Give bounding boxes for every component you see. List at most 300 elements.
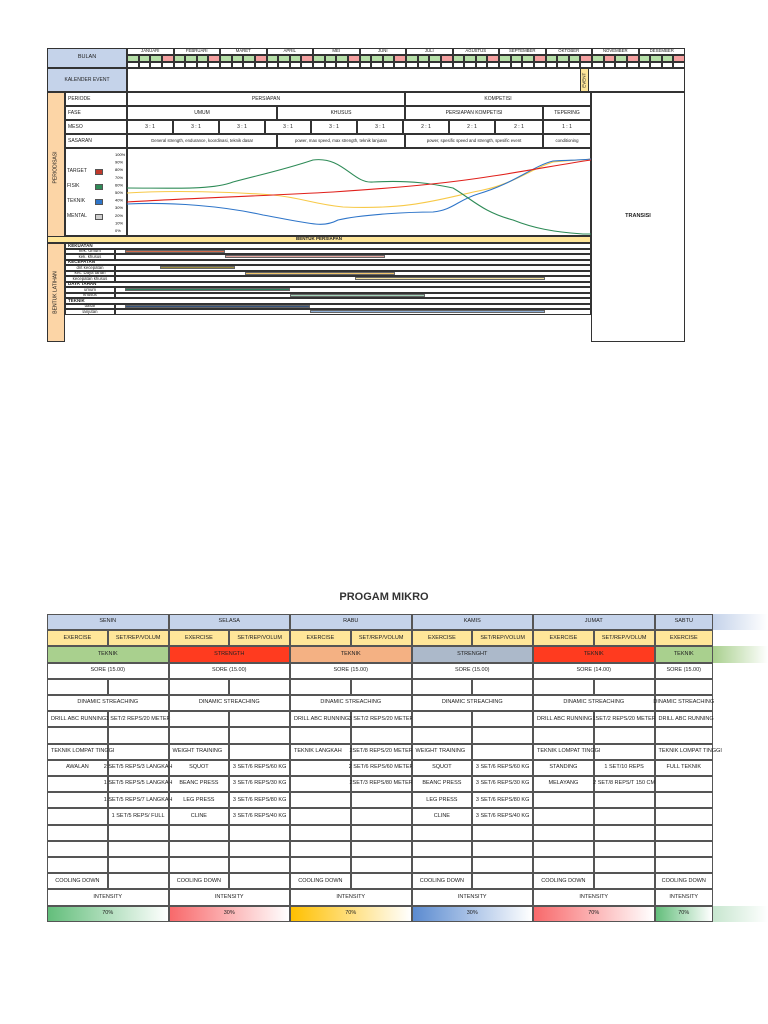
day-header: KAMIS (412, 614, 534, 630)
setrep-cell: 3 SET/6 REPS/60 KG (472, 760, 533, 776)
exercise-header: EXERCISE (169, 630, 230, 646)
month-name: DESEMBER (639, 48, 686, 55)
exercise-header: EXERCISE (655, 630, 714, 646)
legend-swatch (95, 199, 103, 205)
intensity-value: 30% (169, 906, 291, 922)
week-cell (150, 55, 162, 62)
exercise-cell (290, 857, 351, 873)
setrep-cell: 1SET/2 REPS/20 METER (594, 711, 655, 727)
focus-cell: TEKNIK (655, 646, 714, 662)
percent-tick: 50% (115, 190, 124, 195)
exercise-cell: LEG PRESS (412, 792, 473, 808)
focus-cell: TEKNIK (47, 646, 169, 662)
setrep-cell (229, 744, 290, 760)
week-cell (185, 55, 197, 62)
latihan-bar (355, 277, 545, 280)
intensity-label: INTENSITY (47, 889, 169, 905)
week-cell (557, 55, 569, 62)
meso-cell: 3 : 1 (265, 120, 311, 134)
week-cell (371, 55, 383, 62)
week-cell (243, 55, 255, 62)
intensity-label: INTENSITY (412, 889, 534, 905)
percent-tick: 80% (115, 167, 124, 173)
exercise-cell: DRILL ABC RUNNING (47, 711, 108, 727)
meso-cell: 3 : 1 (127, 120, 173, 134)
month-name: NOVEMBER (592, 48, 639, 55)
exercise-cell: STANDING (533, 760, 594, 776)
latihan-group-title: KEKUATAN (65, 243, 591, 249)
month-name: MEI (313, 48, 360, 55)
sabtu-intensity-overflow (713, 906, 768, 922)
exercise-cell (47, 727, 108, 743)
exercise-cell (290, 727, 351, 743)
week-cell (441, 55, 453, 62)
week-cell (406, 55, 418, 62)
exercise-cell (47, 776, 108, 792)
exercise-cell: WEIGHT TRAINING (169, 744, 230, 760)
percent-tick: 10% (115, 220, 124, 226)
transisi-cell: TRANSISI (591, 92, 685, 342)
week-cell (499, 55, 511, 62)
periodisasi-chart (113, 148, 591, 236)
latihan-item: kec. Daya tahan (65, 271, 115, 277)
month-name: OKTOBER (546, 48, 593, 55)
setrep-cell (594, 841, 655, 857)
exercise-cell: DRILL ABC RUNNING (290, 711, 351, 727)
latihan-bar (225, 255, 385, 258)
setrep-cell: 1 SET/10 REPS (594, 760, 655, 776)
week-cell (627, 55, 639, 62)
blank-cell (290, 679, 351, 695)
month-header (127, 48, 685, 68)
latihan-bar (125, 250, 225, 253)
cooldown-cell: COOLING DOWN (47, 873, 108, 889)
setrep-cell (594, 857, 655, 873)
exercise-header: EXERCISE (290, 630, 351, 646)
setrep-cell: 3 SET/6 REPS/30 KG (229, 776, 290, 792)
exercise-cell (655, 727, 714, 743)
blank-cell (472, 873, 533, 889)
week-cell (162, 55, 174, 62)
blank-cell (351, 873, 412, 889)
week-cell (127, 55, 139, 62)
week-cell (290, 55, 302, 62)
exercise-cell: FULL TEKNIK (655, 760, 714, 776)
exercise-cell: CLINE (412, 808, 473, 824)
sabtu-header-overflow (713, 614, 768, 630)
exercise-cell (169, 825, 230, 841)
exercise-cell: TEKNIK LOMPAT TINGGI (47, 744, 108, 760)
latihan-group-title: TEKNIK (65, 298, 591, 304)
event-label: EVENT (581, 72, 587, 88)
day-header: SELASA (169, 614, 291, 630)
percent-tick: 40% (115, 197, 124, 203)
setrep-cell (108, 841, 169, 857)
setrep-cell (472, 711, 533, 727)
exercise-cell: WEIGHT TRAINING (412, 744, 473, 760)
fase-tepering: TEPERING (543, 106, 591, 120)
cooldown-cell: COOLING DOWN (412, 873, 473, 889)
setrep-cell: 3 SET/6 REPS/40 KG (472, 808, 533, 824)
exercise-cell (290, 760, 351, 776)
setrep-cell (229, 825, 290, 841)
exercise-cell (412, 841, 473, 857)
setrep-cell (594, 792, 655, 808)
percent-tick: 0% (115, 228, 121, 233)
blank-cell (229, 873, 290, 889)
exercise-cell (655, 841, 714, 857)
exercise-cell (47, 808, 108, 824)
target-line (127, 160, 591, 202)
meso-cell: 2 : 1 (403, 120, 449, 134)
week-cell (197, 55, 209, 62)
week-cell (615, 55, 627, 62)
month-name: JULI (406, 48, 453, 55)
exercise-cell (169, 711, 230, 727)
week-cell (476, 55, 488, 62)
setrep-header: SET/REP/VOLUM (229, 630, 290, 646)
exercise-cell (290, 792, 351, 808)
week-cell (208, 55, 220, 62)
sabtu-focus-overflow (713, 646, 768, 662)
setrep-cell (229, 857, 290, 873)
percent-tick: 70% (115, 174, 124, 180)
latihan-item: dasar (65, 304, 115, 310)
week-cell (232, 55, 244, 62)
setrep-cell: 2 SET/6 REPS/60 METER (351, 760, 412, 776)
setrep-cell (472, 857, 533, 873)
latihan-item: kek. khusus (65, 254, 115, 260)
percent-tick: 20% (115, 212, 124, 218)
setrep-cell: 1 SET/5 REPS/ FULL (108, 808, 169, 824)
week-cell (580, 55, 592, 62)
latihan-item: kek. Umum (65, 249, 115, 255)
exercise-cell (655, 792, 714, 808)
setrep-cell: 3 SET/6 REPS/80 KG (472, 792, 533, 808)
exercise-cell (533, 792, 594, 808)
legend-swatch (95, 214, 103, 220)
latihan-bar (310, 310, 545, 313)
week-cell (278, 55, 290, 62)
month-name: JUNI (360, 48, 407, 55)
setrep-cell (351, 808, 412, 824)
week-cell (534, 55, 546, 62)
blank-cell (533, 679, 594, 695)
focus-cell: STRENGTH (169, 646, 291, 662)
setrep-cell: 3 SET/6 REPS/80 KG (229, 792, 290, 808)
week-cell (418, 55, 430, 62)
exercise-cell (169, 857, 230, 873)
blank-cell (47, 679, 108, 695)
latihan-bar (290, 294, 425, 297)
warmup-cell: DINAMIC STREACHING (169, 695, 291, 711)
time-cell: SORE (15.00) (290, 663, 412, 679)
exercise-cell (655, 857, 714, 873)
exercise-cell (412, 727, 473, 743)
meso-label: MESO (65, 120, 127, 134)
setrep-cell: 2SET/8 REPS/20 METER (351, 744, 412, 760)
periode-label: PERIODE (65, 92, 127, 106)
day-header: SENIN (47, 614, 169, 630)
exercise-cell: CLINE (169, 808, 230, 824)
blank-cell (594, 873, 655, 889)
setrep-cell (229, 711, 290, 727)
week-cell (325, 55, 337, 62)
kalender-event-row (127, 68, 685, 92)
cooldown-cell: COOLING DOWN (290, 873, 351, 889)
kalender-event-label: KALENDER EVENT (47, 68, 127, 92)
legend-label: TARGET (67, 168, 87, 174)
setrep-cell (351, 825, 412, 841)
event-marker (580, 68, 589, 92)
setrep-cell: 1 SET/5 REPS/7 LANGKAH (108, 792, 169, 808)
exercise-cell (290, 808, 351, 824)
week-cell (220, 55, 232, 62)
legend-swatch (95, 169, 103, 175)
day-header: SABTU (655, 614, 714, 630)
warmup-cell: DINAMIC STREACHING (533, 695, 655, 711)
warmup-cell: DINAMIC STREACHING (655, 695, 714, 711)
bentuk-latihan-label: BENTUK LATIHAN (52, 271, 59, 314)
latihan-item: khusus (65, 293, 115, 299)
exercise-cell (169, 727, 230, 743)
bulan-label: BULAN (47, 48, 127, 68)
intensity-value: 70% (533, 906, 655, 922)
week-cell (336, 55, 348, 62)
exercise-cell: BEANC PRESS (169, 776, 230, 792)
exercise-cell (47, 825, 108, 841)
periode-kompetisi: KOMPETISI (405, 92, 591, 106)
meso-cell: 1 : 1 (543, 120, 591, 134)
setrep-cell: 1 SET/2 REPS/20 METER (108, 711, 169, 727)
legend-label: FISIK (67, 183, 80, 189)
sasaran-label: SASARAN (65, 134, 127, 148)
week-cell (604, 55, 616, 62)
week-cell (174, 55, 186, 62)
week-cell (313, 55, 325, 62)
month-name: SEPTEMBER (499, 48, 546, 55)
week-cell (348, 55, 360, 62)
exercise-cell (655, 776, 714, 792)
exercise-cell: SQUOT (169, 760, 230, 776)
setrep-cell: 2SET/3 REPS/80 METER (351, 776, 412, 792)
setrep-cell: 2 SET/8 REPS/T 150 CM (594, 776, 655, 792)
setrep-cell: 2 SET/5 REPS/3 LANGKAH (108, 760, 169, 776)
focus-cell: TEKNIK (533, 646, 655, 662)
month-name: AGUSTUS (453, 48, 500, 55)
exercise-cell (290, 841, 351, 857)
week-cell (255, 55, 267, 62)
time-cell: SORE (15.00) (655, 663, 714, 679)
mental-line (127, 159, 591, 207)
cooldown-cell: COOLING DOWN (533, 873, 594, 889)
blank-cell (229, 679, 290, 695)
week-cell (673, 55, 685, 62)
setrep-cell (108, 825, 169, 841)
setrep-cell (351, 792, 412, 808)
exercise-cell (290, 825, 351, 841)
legend-label: MENTAL (67, 213, 87, 219)
setrep-cell (108, 727, 169, 743)
week-cell (569, 55, 581, 62)
periodisasi-side (47, 92, 65, 242)
exercise-cell: AWALAN (47, 760, 108, 776)
exercise-cell (47, 841, 108, 857)
setrep-header: SET/REP/VOLUM (351, 630, 412, 646)
makro-sheet (47, 48, 685, 342)
setrep-header: SET/REP/VOLUM (594, 630, 655, 646)
setrep-cell: 3 SET/2 REPS/20 METER (351, 711, 412, 727)
chart-lines (127, 159, 591, 234)
exercise-header: EXERCISE (412, 630, 473, 646)
meso-cell: 3 : 1 (357, 120, 403, 134)
fase-persiapan-kompetisi: PERSIAPAN KOMPETISI (405, 106, 543, 120)
week-cell (639, 55, 651, 62)
intensity-value: 70% (655, 906, 714, 922)
sasaran-tepering: conditioning (543, 134, 591, 148)
blank-cell (169, 679, 230, 695)
intensity-value: 30% (412, 906, 534, 922)
month-name: FEBRUARI (174, 48, 221, 55)
fase-khusus: KHUSUS (277, 106, 405, 120)
setrep-cell (472, 744, 533, 760)
exercise-cell (533, 727, 594, 743)
latihan-group-title: KECEPATAN (65, 260, 591, 266)
week-cell (487, 55, 499, 62)
fase-umum: UMUM (127, 106, 277, 120)
setrep-cell (229, 841, 290, 857)
setrep-cell (108, 857, 169, 873)
exercise-cell (533, 857, 594, 873)
percent-tick: 90% (115, 159, 124, 165)
latihan-bar (125, 288, 290, 291)
latihan-bar (125, 305, 310, 308)
focus-cell: STRENGHT (412, 646, 534, 662)
week-cell (522, 55, 534, 62)
blank-cell (472, 679, 533, 695)
blank-cell (351, 679, 412, 695)
week-cell (453, 55, 465, 62)
setrep-cell: 3 SET/6 REPS/60 KG (229, 760, 290, 776)
legend-swatch (95, 184, 103, 190)
day-header: JUMAT (533, 614, 655, 630)
cooldown-cell: COOLING DOWN (169, 873, 230, 889)
exercise-cell: TEKNIK LOMPAT TINGGI (533, 744, 594, 760)
exercise-cell (412, 711, 473, 727)
setrep-cell: 3 SET/6 REPS/30 KG (472, 776, 533, 792)
fisik-line (127, 160, 591, 234)
setrep-cell (594, 744, 655, 760)
latihan-group-title: DAYA TAHAN (65, 282, 591, 288)
exercise-cell: TEKNIK LOMPAT TINGGI (655, 744, 714, 760)
setrep-cell (351, 727, 412, 743)
exercise-header: EXERCISE (533, 630, 594, 646)
week-cell (464, 55, 476, 62)
exercise-cell (412, 857, 473, 873)
periodisasi-label: PERIODISASI (52, 151, 59, 183)
day-header: RABU (290, 614, 412, 630)
latihan-bar (245, 272, 395, 275)
latihan-grid (65, 243, 591, 342)
setrep-cell (472, 841, 533, 857)
week-cell (511, 55, 523, 62)
exercise-cell (533, 841, 594, 857)
month-name: APRIL (267, 48, 314, 55)
intensity-label: INTENSITY (290, 889, 412, 905)
warmup-cell: DINAMIC STREACHING (47, 695, 169, 711)
meso-cell: 3 : 1 (219, 120, 265, 134)
setrep-cell (351, 857, 412, 873)
fase-label: FASE (65, 106, 127, 120)
focus-cell: TEKNIK (290, 646, 412, 662)
intensity-label: INTENSITY (169, 889, 291, 905)
sasaran-khusus: power, max speed, max strength, teknik lanjutan (277, 134, 405, 148)
exercise-cell (533, 825, 594, 841)
time-cell: SORE (14.00) (533, 663, 655, 679)
legend-label: TEKNIK (67, 198, 86, 204)
latihan-item: dnt kecepatan (65, 265, 115, 271)
exercise-cell (655, 808, 714, 824)
setrep-cell (108, 744, 169, 760)
month-name: MARET (220, 48, 267, 55)
setrep-header: SET/REP/VOLUM (108, 630, 169, 646)
week-cell (383, 55, 395, 62)
exercise-cell: SQUOT (412, 760, 473, 776)
week-cell (546, 55, 558, 62)
latihan-item: lanjutan (65, 309, 115, 315)
meso-row (127, 120, 591, 134)
week-cell (394, 55, 406, 62)
setrep-cell: 3 SET/6 REPS/40 KG (229, 808, 290, 824)
meso-cell: 3 : 1 (173, 120, 219, 134)
month-name: JANUARI (127, 48, 174, 55)
blank-cell (108, 679, 169, 695)
blank-cell (594, 679, 655, 695)
time-cell: SORE (15.00) (47, 663, 169, 679)
time-cell: SORE (15.00) (412, 663, 534, 679)
meso-cell: 2 : 1 (495, 120, 543, 134)
blank-cell (655, 679, 714, 695)
time-cell: SORE (15.00) (169, 663, 291, 679)
setrep-cell (472, 727, 533, 743)
percent-tick: 100% (115, 152, 126, 157)
intensity-label: INTENSITY (533, 889, 655, 905)
exercise-cell: BEANC PRESS (412, 776, 473, 792)
week-cell (592, 55, 604, 62)
exercise-cell (169, 841, 230, 857)
week-cell (662, 55, 674, 62)
setrep-cell (351, 841, 412, 857)
meso-cell: 3 : 1 (311, 120, 357, 134)
week-cell (267, 55, 279, 62)
sasaran-umum: General strength, endurance, koordinasi, teknik dasar (127, 134, 277, 148)
setrep-cell (594, 727, 655, 743)
setrep-cell (229, 727, 290, 743)
week-cell (650, 55, 662, 62)
exercise-cell: LEG PRESS (169, 792, 230, 808)
meso-cell: 2 : 1 (449, 120, 495, 134)
exercise-cell (655, 825, 714, 841)
setrep-header: SET/REP/VOLUM (472, 630, 533, 646)
intensity-value: 70% (47, 906, 169, 922)
exercise-header: EXERCISE (47, 630, 108, 646)
bentuk-latihan-side (47, 243, 65, 342)
cooldown-cell: COOLING DOWN (655, 873, 714, 889)
blank-cell (108, 873, 169, 889)
exercise-cell (47, 792, 108, 808)
warmup-cell: DINAMIC STREACHING (412, 695, 534, 711)
intensity-label: INTENSITY (655, 889, 714, 905)
